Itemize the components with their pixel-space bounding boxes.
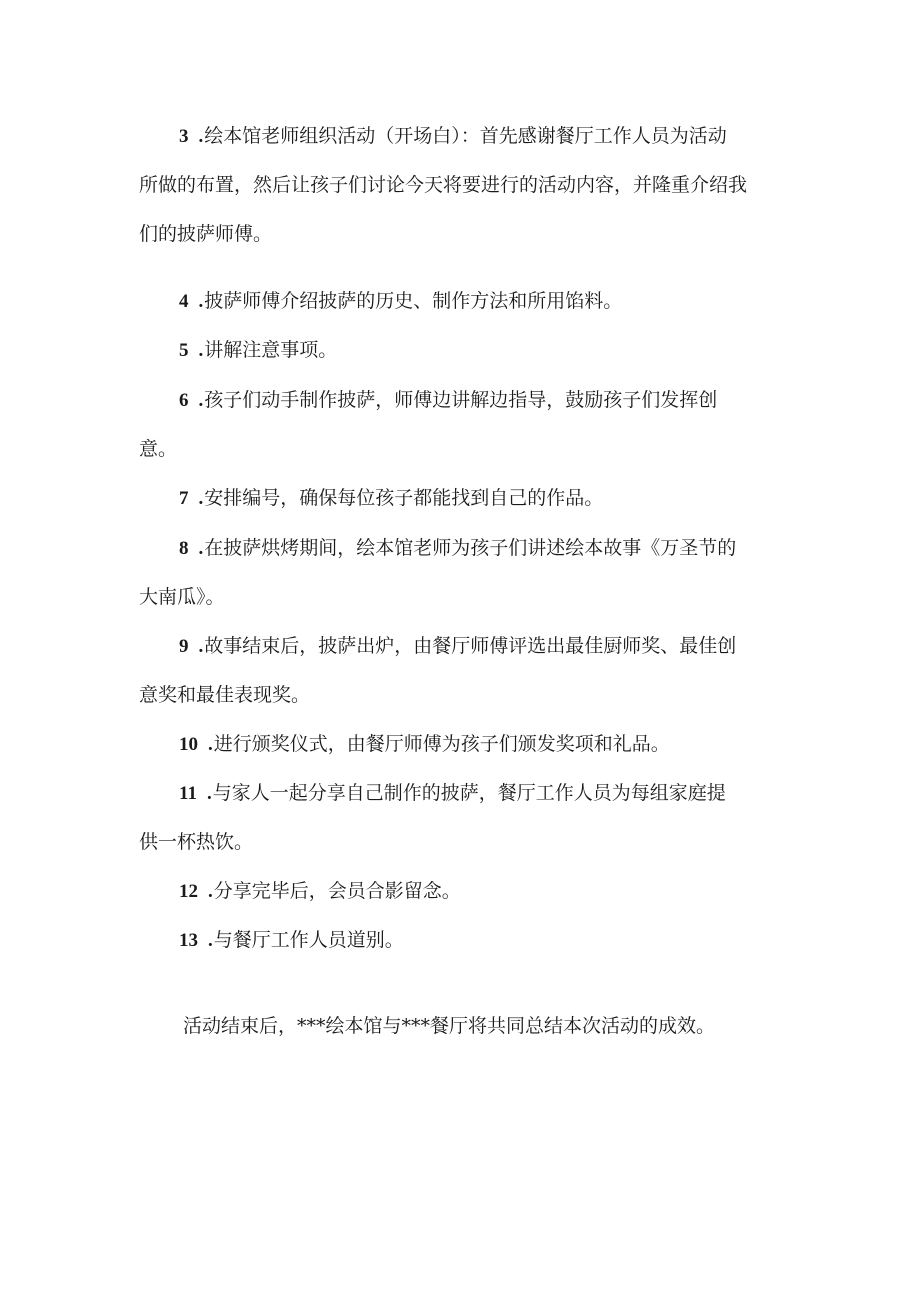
step-item bbox=[139, 720, 781, 769]
step-item bbox=[139, 326, 781, 375]
step-number: 10 bbox=[179, 734, 198, 755]
step-item bbox=[139, 622, 781, 720]
step-line bbox=[139, 277, 781, 326]
step-text: 安排编号，确保每位孩子都能找到自己的作品。 bbox=[204, 487, 604, 509]
step-text: 披萨师傅介绍披萨的历史、制作方法和所用馅料。 bbox=[204, 290, 623, 312]
step-dot: . bbox=[208, 734, 213, 755]
step-line bbox=[139, 524, 781, 573]
step-number: 7 bbox=[179, 488, 189, 509]
step-text: 分享完毕后，会员合影留念。 bbox=[213, 880, 461, 902]
step-text: 供一杯热饮。 bbox=[139, 831, 254, 853]
step-text: 与家人一起分享自己制作的披萨，餐厅工作人员为每组家庭提 bbox=[212, 782, 726, 804]
step-text: 孩子们动手制作披萨，师傅边讲解边指导，鼓励孩子们发挥创 bbox=[204, 389, 718, 411]
step-number: 3 bbox=[179, 126, 189, 147]
step-line bbox=[139, 720, 781, 769]
step-dot: . bbox=[208, 881, 213, 902]
step-text: 在披萨烘烤期间，绘本馆老师为孩子们讲述绘本故事《万圣节的 bbox=[204, 537, 737, 559]
step-dot: . bbox=[198, 538, 204, 559]
step-item bbox=[139, 867, 781, 916]
step-number: 13 bbox=[179, 930, 198, 951]
step-text: 绘本馆老师组织活动（开场白）：首先感谢餐厅工作人员为活动 bbox=[204, 125, 727, 147]
step-item bbox=[139, 277, 781, 326]
step-line bbox=[139, 671, 781, 720]
step-line bbox=[139, 326, 781, 375]
step-text: 们的披萨师傅。 bbox=[139, 223, 273, 245]
step-item bbox=[139, 524, 781, 622]
step-number: 6 bbox=[179, 390, 189, 411]
step-number: 9 bbox=[179, 636, 189, 657]
step-item bbox=[139, 769, 781, 867]
step-line bbox=[139, 573, 781, 622]
step-text: 与餐厅工作人员道别。 bbox=[213, 929, 404, 951]
step-dot: . bbox=[198, 126, 204, 147]
step-line bbox=[139, 376, 781, 425]
step-line bbox=[139, 474, 781, 523]
step-number: 12 bbox=[179, 881, 198, 902]
step-text: 意。 bbox=[139, 438, 178, 460]
step-number: 5 bbox=[179, 340, 189, 361]
step-text: 讲解注意事项。 bbox=[204, 339, 338, 361]
step-number: 8 bbox=[179, 538, 189, 559]
step-dot: . bbox=[198, 636, 204, 657]
step-dot: . bbox=[198, 390, 204, 411]
step-line bbox=[139, 916, 781, 965]
step-number: 11 bbox=[179, 783, 197, 804]
step-text: 进行颁奖仪式，由餐厅师傅为孩子们颁发奖项和礼品。 bbox=[213, 733, 670, 755]
step-item bbox=[139, 112, 781, 259]
step-dot: . bbox=[208, 930, 213, 951]
step-line bbox=[139, 867, 781, 916]
step-dot: . bbox=[206, 783, 212, 804]
step-dot: . bbox=[198, 291, 204, 312]
closing-paragraph: 活动结束后，***绘本馆与***餐厅将共同总结本次活动的成效。 bbox=[183, 1015, 716, 1037]
step-item bbox=[139, 474, 781, 523]
step-line bbox=[139, 425, 781, 474]
step-text: 所做的布置，然后让孩子们讨论今天将要进行的活动内容，并隆重介绍我 bbox=[139, 174, 748, 196]
step-number: 4 bbox=[179, 291, 189, 312]
step-text: 故事结束后，披萨出炉，由餐厅师傅评选出最佳厨师奖、最佳创 bbox=[204, 635, 737, 657]
step-item bbox=[139, 916, 781, 965]
step-dot: . bbox=[198, 488, 204, 509]
step-text: 意奖和最佳表现奖。 bbox=[139, 684, 311, 706]
step-line bbox=[139, 112, 781, 161]
step-line bbox=[139, 161, 781, 210]
step-line bbox=[139, 769, 781, 818]
step-text: 大南瓜》。 bbox=[139, 586, 225, 608]
step-line bbox=[139, 210, 781, 259]
step-dot: . bbox=[198, 340, 204, 361]
step-line bbox=[139, 818, 781, 867]
step-item bbox=[139, 376, 781, 474]
step-line bbox=[139, 622, 781, 671]
